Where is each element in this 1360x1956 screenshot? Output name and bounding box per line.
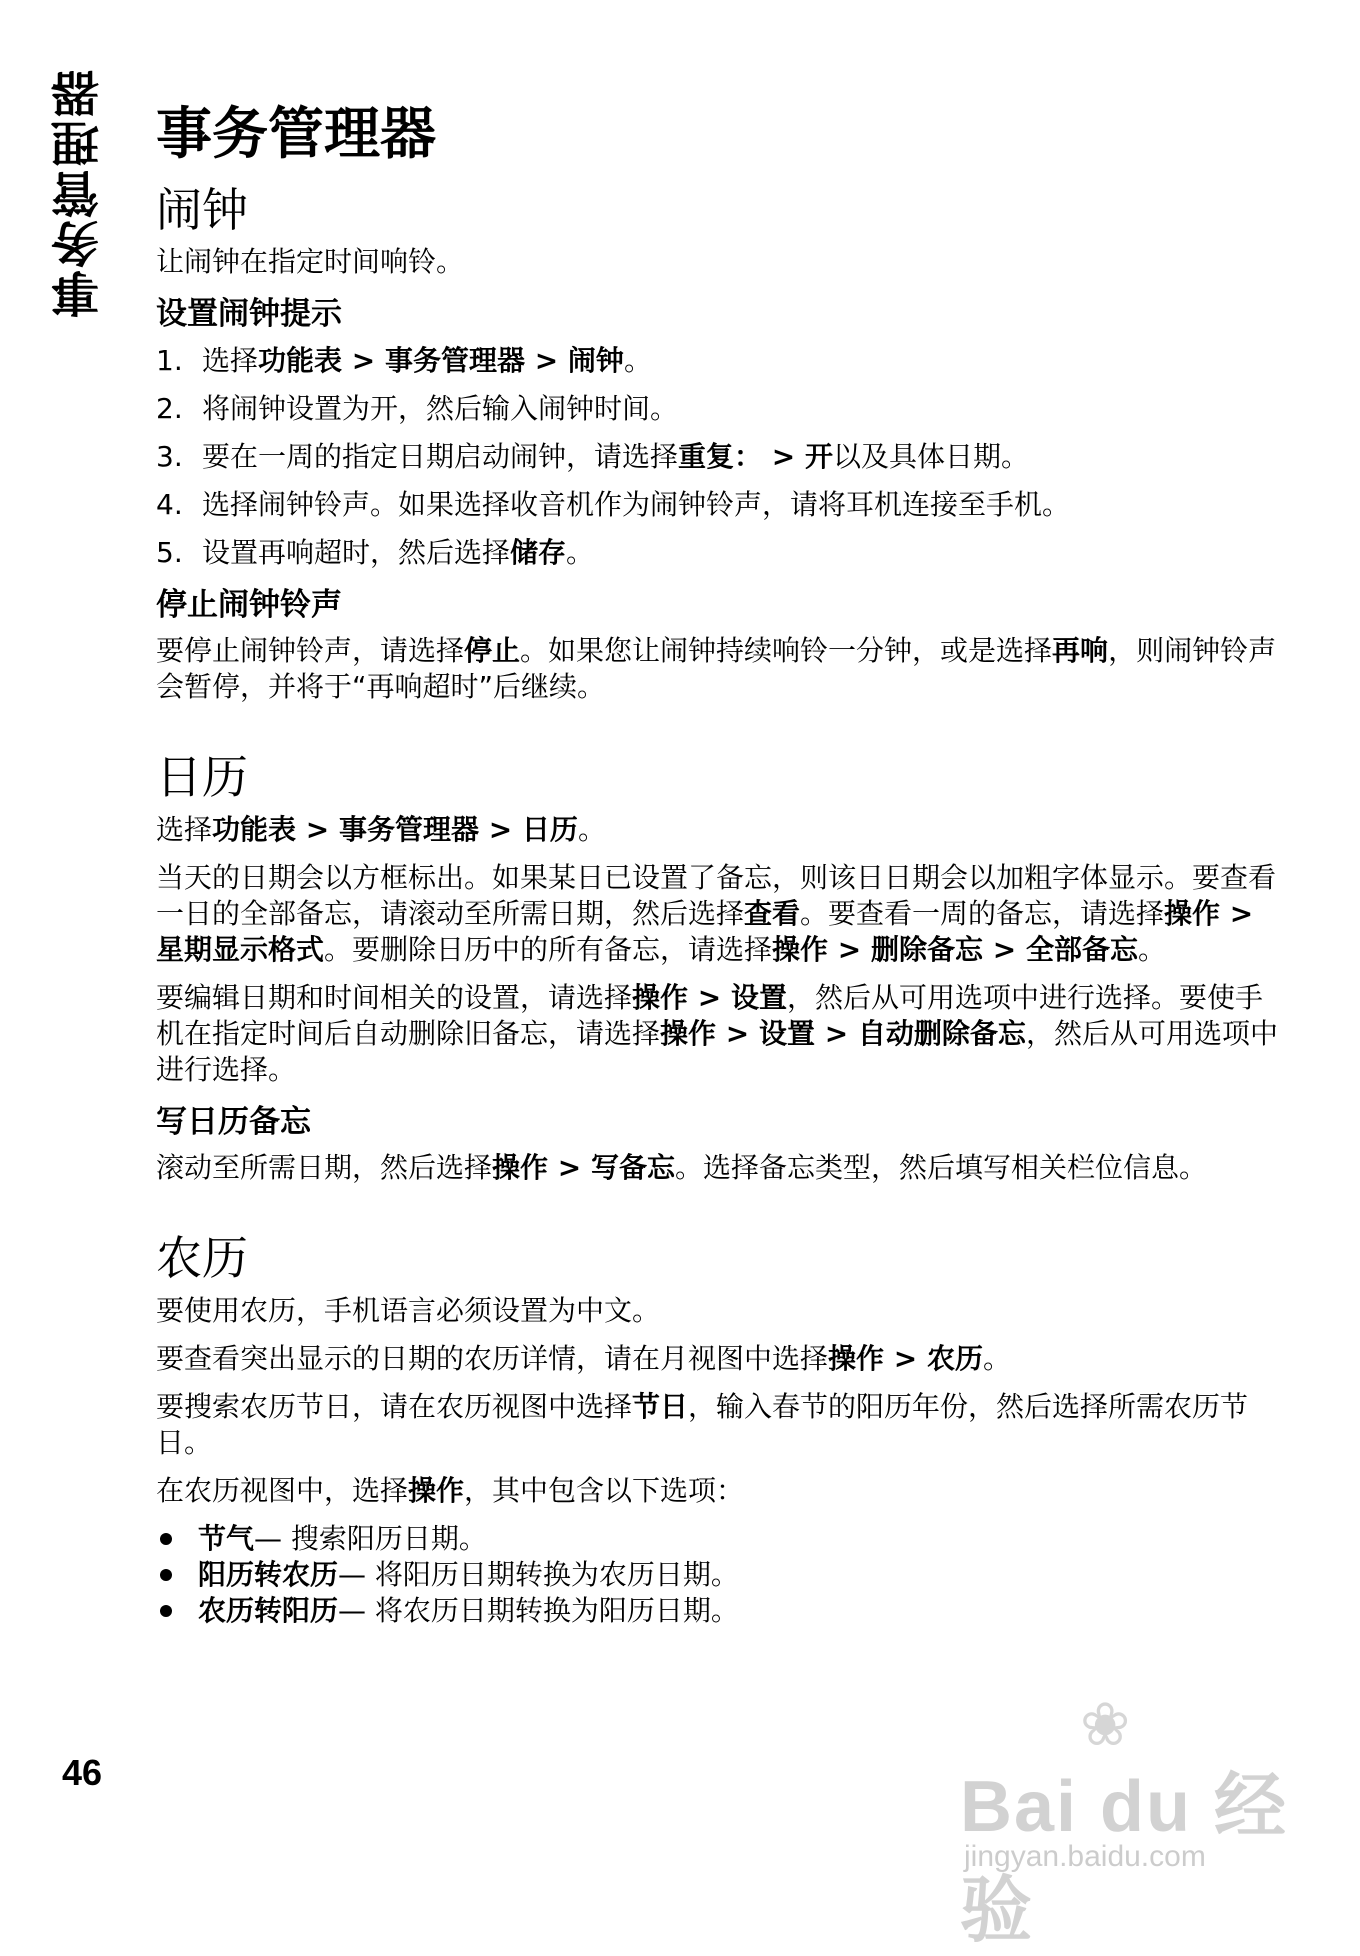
set-alarm-heading: 设置闹钟提示 [156, 296, 342, 333]
step-item [156, 487, 1282, 523]
watermark [960, 1690, 1290, 1951]
page-content [156, 104, 1282, 1629]
list-item: 农历转阳历 — 将农历日期转换为阳历日期。 [156, 1593, 1282, 1629]
step-number: 2. [156, 391, 183, 425]
step-number: 3. [156, 439, 183, 473]
calendar-paragraph: 滚动至所需日期，然后选择操作 > 写备忘。选择备忘类型，然后填写相关栏位信息。 [156, 1151, 1207, 1185]
calendar-paragraph: 选择功能表 > 事务管理器 > 日历。 [156, 812, 606, 846]
bullet-icon [160, 1533, 172, 1545]
alarm-steps [156, 343, 1282, 571]
menu-path: 功能表 > 事务管理器 > 闹钟 [258, 343, 624, 377]
bullet-icon [160, 1569, 172, 1581]
page-title: 事务管理器 [156, 102, 436, 167]
calendar-paragraph: 当天的日期会以方框标出。如果某日已设置了备忘，则该日日期会以加粗字体显示。要查看一日的全部备忘，请滚动至所需日期，然后选择查看。要查看一周的备忘，请选择操作 > 星期显示格式。要删除日历中的所有备忘，请选择操作 > 删除备忘 > 全部备忘。 [156, 860, 1277, 966]
step-item [156, 535, 1282, 571]
step-text: 将闹钟设置为开，然后输入闹钟时间。 [202, 391, 679, 425]
step-text: 以及具体日期。 [832, 439, 1029, 473]
lunar-paragraph: 在农历视图中，选择操作，其中包含以下选项： [156, 1474, 745, 1508]
list-item: 阳历转农历 — 将阳历日期转换为农历日期。 [156, 1557, 1282, 1593]
stop-alarm-heading: 停止闹钟铃声 [156, 586, 342, 623]
bullet-icon [160, 1605, 172, 1617]
lunar-paragraph: 要查看突出显示的日期的农历详情，请在月视图中选择操作 > 农历。 [156, 1342, 1011, 1376]
watermark-brand: Bai du 经验 [960, 1767, 1289, 1951]
menu-path: 重复： > 开 [678, 439, 833, 473]
paw-icon: ❀ [1080, 1691, 1131, 1758]
step-text: 选择 [202, 343, 259, 377]
step-text: 要在一周的指定日期启动闹钟，请选择 [202, 439, 679, 473]
step-text: 选择闹钟铃声。如果选择收音机作为闹钟铃声，请将耳机连接至手机。 [202, 487, 1071, 521]
step-item [156, 391, 1282, 427]
lunar-options-list [156, 1521, 1282, 1629]
step-number: 4. [156, 487, 183, 521]
alarm-heading: 闹钟 [156, 182, 248, 237]
stop-alarm-paragraph: 要停止闹钟铃声，请选择停止。如果您让闹钟持续响铃一分钟，或是选择再响，则闹钟铃声会暂停，并将于“再响超时”后继续。 [156, 634, 1277, 704]
watermark-url: jingyan.baidu.com [964, 1840, 1206, 1873]
lunar-paragraph: 要使用农历，手机语言必须设置为中文。 [156, 1294, 661, 1328]
step-text: 设置再响超时，然后选择 [202, 535, 511, 569]
step-number: 5. [156, 535, 183, 569]
page-number: 46 [62, 1752, 103, 1793]
side-section-tab: 事务管理器 [51, 68, 108, 318]
calendar-heading: 日历 [156, 750, 248, 805]
lunar-paragraph: 要搜索农历节日，请在农历视图中选择节日，输入春节的阳历年份，然后选择所需农历节日。 [156, 1390, 1249, 1460]
step-number: 1. [156, 343, 183, 377]
calendar-paragraph: 要编辑日期和时间相关的设置，请选择操作 > 设置，然后从可用选项中进行选择。要使手机在指定时间后自动删除旧备忘，请选择操作 > 设置 > 自动删除备忘，然后从可用选项中进行选择。 [156, 980, 1278, 1086]
lunar-heading: 农历 [156, 1231, 248, 1286]
step-item [156, 439, 1282, 475]
step-item [156, 343, 1282, 379]
menu-path: 储存 [510, 535, 567, 569]
write-note-heading: 写日历备忘 [156, 1103, 311, 1140]
alarm-intro: 让闹钟在指定时间响铃。 [156, 245, 465, 279]
step-text: 。 [566, 535, 595, 569]
step-text: 。 [623, 343, 652, 377]
list-item: 节气 — 搜索阳历日期。 [156, 1521, 1282, 1557]
